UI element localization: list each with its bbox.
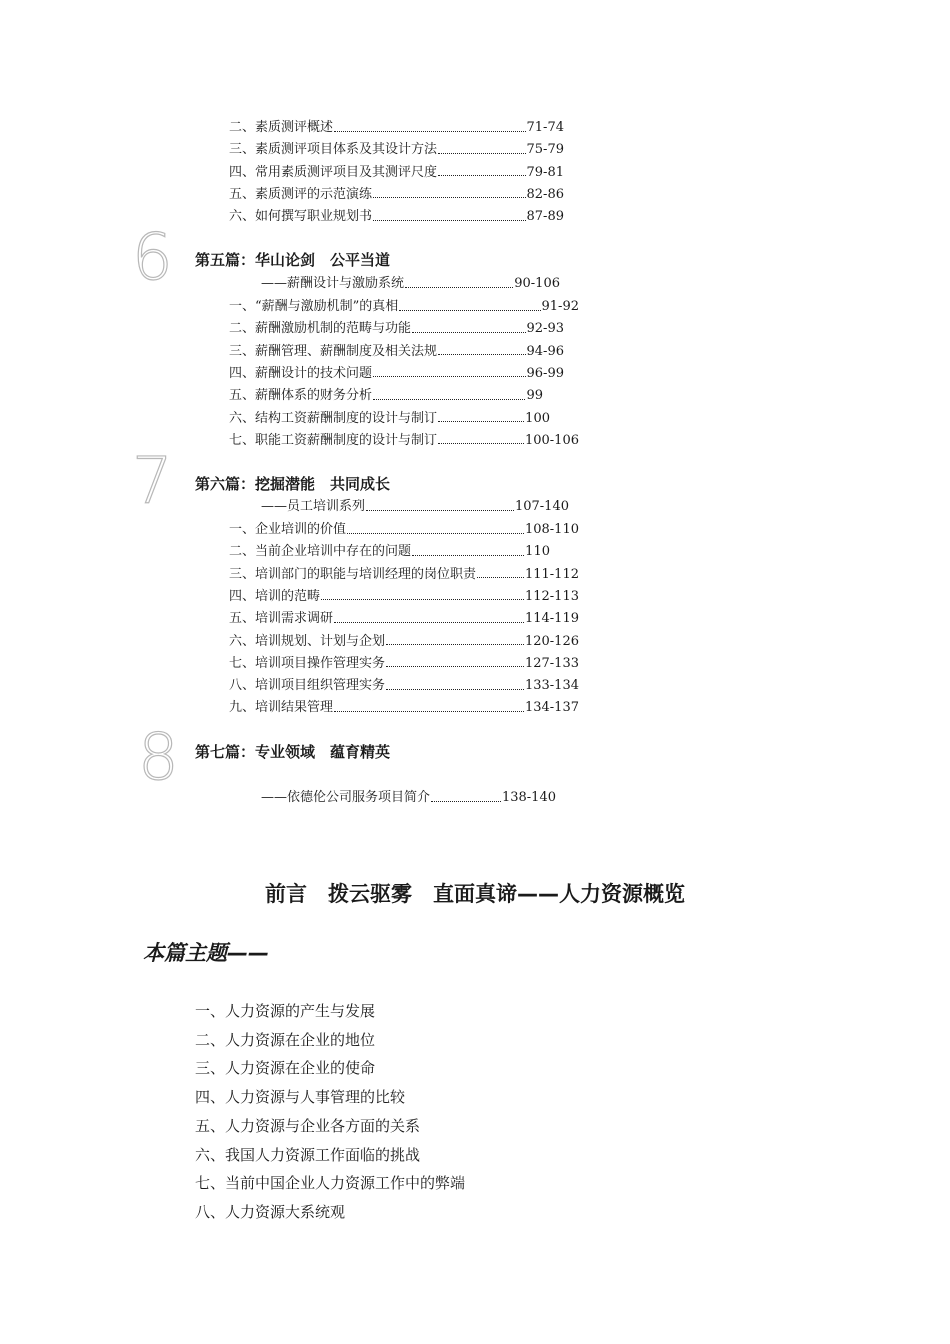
dot-leader	[334, 123, 526, 132]
toc-line	[229, 366, 564, 382]
theme-item: 五、人力资源与企业各方面的关系	[195, 1116, 421, 1135]
toc-line-pages: 133-134	[524, 678, 579, 694]
dot-leader	[477, 569, 524, 578]
toc-line-pages: 134-137	[524, 700, 579, 716]
toc-line	[229, 634, 579, 650]
part-number-6: 6	[132, 221, 173, 295]
toc-line	[229, 142, 564, 158]
toc-line	[229, 700, 579, 716]
toc-line	[229, 522, 579, 538]
dot-leader	[373, 391, 525, 400]
theme-item: 四、人力资源与人事管理的比较	[195, 1088, 406, 1107]
toc-line-label: 三、培训部门的职能与培训经理的岗位职责	[229, 566, 477, 582]
dot-leader	[386, 636, 524, 645]
toc-line-pages: 108-110	[524, 522, 579, 537]
dot-leader	[366, 502, 514, 511]
toc-line-label: 九、培训结果管理	[229, 700, 334, 716]
theme-item: 三、人力资源在企业的使命	[195, 1059, 376, 1078]
toc-line-pages: 120-126	[524, 633, 579, 649]
toc-line-label: 六、如何撰写职业规划书	[229, 209, 373, 225]
toc-line	[229, 344, 564, 360]
toc-line	[229, 120, 564, 136]
toc-line	[229, 656, 579, 672]
dot-leader	[373, 212, 526, 221]
toc-line-pages: 100	[525, 410, 550, 426]
dot-leader	[386, 681, 524, 690]
dot-leader	[373, 189, 526, 198]
toc-line-pages: 110	[525, 544, 550, 560]
toc-line	[229, 321, 564, 337]
toc-line-pages: 87-89	[526, 209, 564, 225]
dot-leader	[399, 302, 540, 311]
theme-item: 八、人力资源大系统观	[195, 1202, 346, 1221]
dot-leader	[334, 614, 524, 623]
toc-line-label: 六、培训规划、计划与企划	[229, 633, 386, 649]
toc-line	[229, 611, 579, 627]
toc-line	[229, 589, 579, 605]
toc-line	[229, 388, 543, 404]
toc-line	[229, 209, 564, 225]
toc-line-label: 三、薪酬管理、薪酬制度及相关法规	[229, 343, 438, 359]
dot-leader	[438, 145, 526, 154]
dot-leader	[405, 279, 513, 288]
theme-item: 一、人力资源的产生与发展	[195, 1002, 376, 1020]
toc-line-label: ——依德伦公司服务项目简介	[261, 790, 431, 805]
toc-line-pages: 127-133	[524, 655, 579, 671]
dot-leader	[438, 435, 524, 444]
toc-line-label: 三、素质测评项目体系及其设计方法	[229, 142, 438, 158]
toc-line-pages: 82-86	[526, 186, 564, 202]
toc-line-pages: 99	[526, 388, 543, 404]
dot-leader	[373, 368, 526, 377]
toc-line-pages: 90-106	[514, 276, 560, 291]
theme-item: 二、人力资源在企业的地位	[195, 1030, 376, 1049]
dot-leader	[386, 658, 524, 667]
toc-line-pages: 114-119	[524, 611, 579, 627]
toc-line-pages: 92-93	[526, 321, 564, 337]
toc-line	[261, 499, 569, 515]
toc-line-pages: 107-140	[514, 499, 569, 514]
toc-line-pages: 112-113	[524, 588, 579, 604]
toc-line-label: 二、当前企业培训中存在的问题	[229, 544, 412, 560]
theme-item: 七、当前中国企业人力资源工作中的弊端	[195, 1174, 466, 1193]
toc-line-label: 四、薪酬设计的技术问题	[229, 365, 373, 381]
toc-line	[261, 276, 560, 292]
toc-line-pages: 138-140	[501, 790, 556, 805]
dot-leader	[412, 324, 526, 333]
toc-line	[229, 544, 550, 560]
dot-leader	[438, 167, 526, 176]
dot-leader	[347, 525, 524, 534]
dot-leader	[438, 413, 524, 422]
toc-line	[261, 790, 556, 806]
toc-line	[229, 678, 579, 694]
toc-line-label: 二、素质测评概述	[229, 120, 334, 135]
part-number-7: 7	[132, 445, 173, 519]
toc-line-label: ——薪酬设计与激励系统	[261, 276, 405, 291]
dot-leader	[431, 793, 501, 802]
toc-line-label: 二、薪酬激励机制的范畴与功能	[229, 321, 412, 337]
part-number-8: 8	[138, 721, 179, 795]
dot-leader	[438, 346, 526, 355]
toc-line-pages: 75-79	[526, 142, 564, 158]
toc-line	[229, 165, 564, 181]
toc-line	[229, 299, 579, 315]
part6-title: 第六篇：挖掘潜能 共同成长	[195, 475, 391, 493]
toc-line-label: 五、薪酬体系的财务分析	[229, 388, 373, 404]
toc-line-label: 四、培训的范畴	[229, 588, 321, 604]
toc-line-label: 七、培训项目操作管理实务	[229, 655, 386, 671]
toc-line-label: 六、结构工资薪酬制度的设计与制订	[229, 410, 438, 426]
toc-line-pages: 100-106	[524, 432, 579, 448]
toc-line-pages: 111-112	[524, 566, 579, 582]
toc-line-label: 一、企业培训的价值	[229, 522, 347, 537]
toc-line-label: 四、常用素质测评项目及其测评尺度	[229, 164, 438, 180]
foreword-title: 前言 拨云驱雾 直面真谛——人力资源概览	[265, 882, 685, 906]
toc-line	[229, 433, 579, 449]
toc-line-pages: 71-74	[526, 120, 564, 135]
toc-line-label: 八、培训项目组织管理实务	[229, 678, 386, 694]
toc-line-pages: 94-96	[526, 343, 564, 359]
toc-line-label: 一、“薪酬与激励机制”的真相	[229, 299, 399, 314]
toc-line	[229, 187, 564, 203]
toc-line-label: 五、培训需求调研	[229, 611, 334, 627]
toc-line	[229, 567, 579, 583]
part7-title: 第七篇：专业领域 蕴育精英	[195, 743, 391, 761]
toc-line	[229, 411, 550, 427]
dot-leader	[412, 547, 524, 556]
theme-heading: 本篇主题——	[143, 941, 269, 965]
toc-line-label: 七、职能工资薪酬制度的设计与制订	[229, 432, 438, 448]
toc-line-pages: 96-99	[526, 365, 564, 381]
part5-title: 第五篇：华山论剑 公平当道	[195, 251, 391, 269]
toc-line-pages: 79-81	[526, 164, 564, 180]
dot-leader	[321, 591, 524, 600]
toc-line-pages: 91-92	[541, 299, 579, 314]
toc-line-label: ——员工培训系列	[261, 499, 366, 514]
dot-leader	[334, 703, 524, 712]
theme-item: 六、我国人力资源工作面临的挑战	[195, 1145, 421, 1164]
toc-line-label: 五、素质测评的示范演练	[229, 186, 373, 202]
